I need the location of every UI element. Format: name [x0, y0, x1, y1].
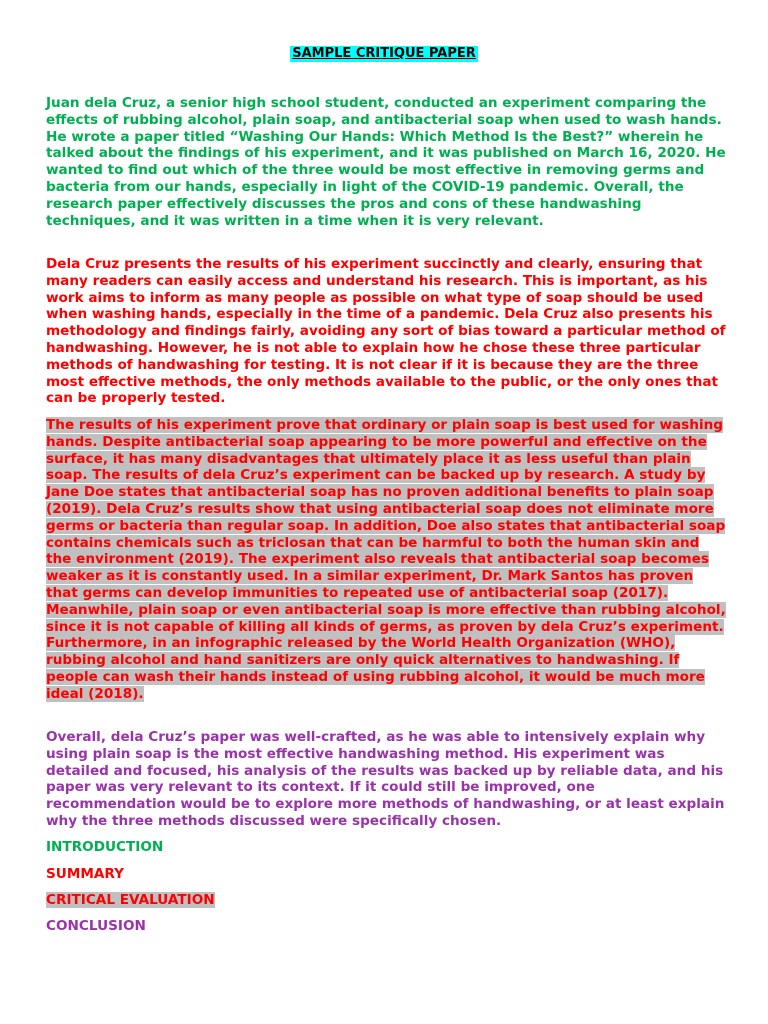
critical-evaluation-text: The results of his experiment prove that ordinary or plain soap is best used for washing hands. Despite antibacterial soap appearing to be more powerful and effective on the surface, it has many disadvantages that ultimately place it as less useful than plain soap. The results of dela Cruz’s experiment can be backed up by research. A study by Jane Doe states that antibacterial soap has no proven additional benefits to plain soap (2019). Dela Cruz’s results show that using antibacterial soap does not eliminate more germs or bacteria than regular soap. In addition, Doe also states that antibacterial soap contains chemicals such as triclosan that can be harmful to both the human skin and the environment (2019). The experiment also reveals that antibacterial soap becomes weaker as it is constantly used. In a similar experiment, Dr. Mark Santos has proven that germs can develop immunities to repeated use of antibacterial soap (2017). Meanwhile, plain soap or even antibacterial soap is more effective than rubbing alcohol, since it is not capable of killing all kinds of germs, as proven by dela Cruz’s experiment. Furthermore, in an infographic released by the World Health Organization (WHO), rubbing alcohol and hand sanitizers are only quick alternatives to handwashing. If people can wash their hands instead of using rubbing alcohol, it would be much more ideal (2018). [46, 417, 726, 702]
page-title: SAMPLE CRITIQUE PAPER [292, 46, 476, 61]
title-container [0, 42, 768, 62]
introduction-paragraph: Juan dela Cruz, a senior high school student, conducted an experiment comparing the effects of rubbing alcohol, plain soap, and antibacterial soap when used to wash hands. He wrote a paper titled “Washing Our Hands: Which Method Is the Best?” wherein he talked about the findings of his experiment, and it was published on March 16, 2020. He wanted to find out which of the three would be most effective in removing germs and bacteria from our hands, especially in light of the COVID-19 pandemic. Overall, the research paper effectively discusses the pros and cons of these handwashing techniques, and it was written in a time when it is very relevant. [46, 95, 726, 229]
conclusion-paragraph: Overall, dela Cruz’s paper was well-crafted, as he was able to intensively explain why using plain soap is the most effective handwashing method. His experiment was detailed and focused, his analysis of the results was backed up by reliable data, and his paper was very relevant to its context. If it could still be improved, one recommendation would be to explore more methods of handwashing, or at least explain why the three methods discussed were specifically chosen. [46, 729, 725, 829]
legend-critical-evaluation [46, 892, 215, 909]
legend-conclusion: CONCLUSION [46, 918, 146, 934]
legend-critical-evaluation-text: CRITICAL EVALUATION [46, 892, 215, 908]
critical-evaluation-paragraph [46, 417, 726, 703]
legend-introduction: INTRODUCTION [46, 839, 164, 855]
legend-summary: SUMMARY [46, 866, 124, 882]
summary-paragraph: Dela Cruz presents the results of his experiment succinctly and clearly, ensuring that many readers can easily access and understand his research. This is important, as his work aims to inform as many people as possible on what type of soap should be used when washing hands, especially in the time of a pandemic. Dela Cruz also presents his methodology and findings fairly, avoiding any sort of bias toward a particular method of handwashing. However, he is not able to explain how he chose these three particular methods of handwashing for testing. It is not clear if it is because they are the three most effective methods, the only methods available to the public, or the only ones that can be properly tested. [46, 256, 726, 407]
